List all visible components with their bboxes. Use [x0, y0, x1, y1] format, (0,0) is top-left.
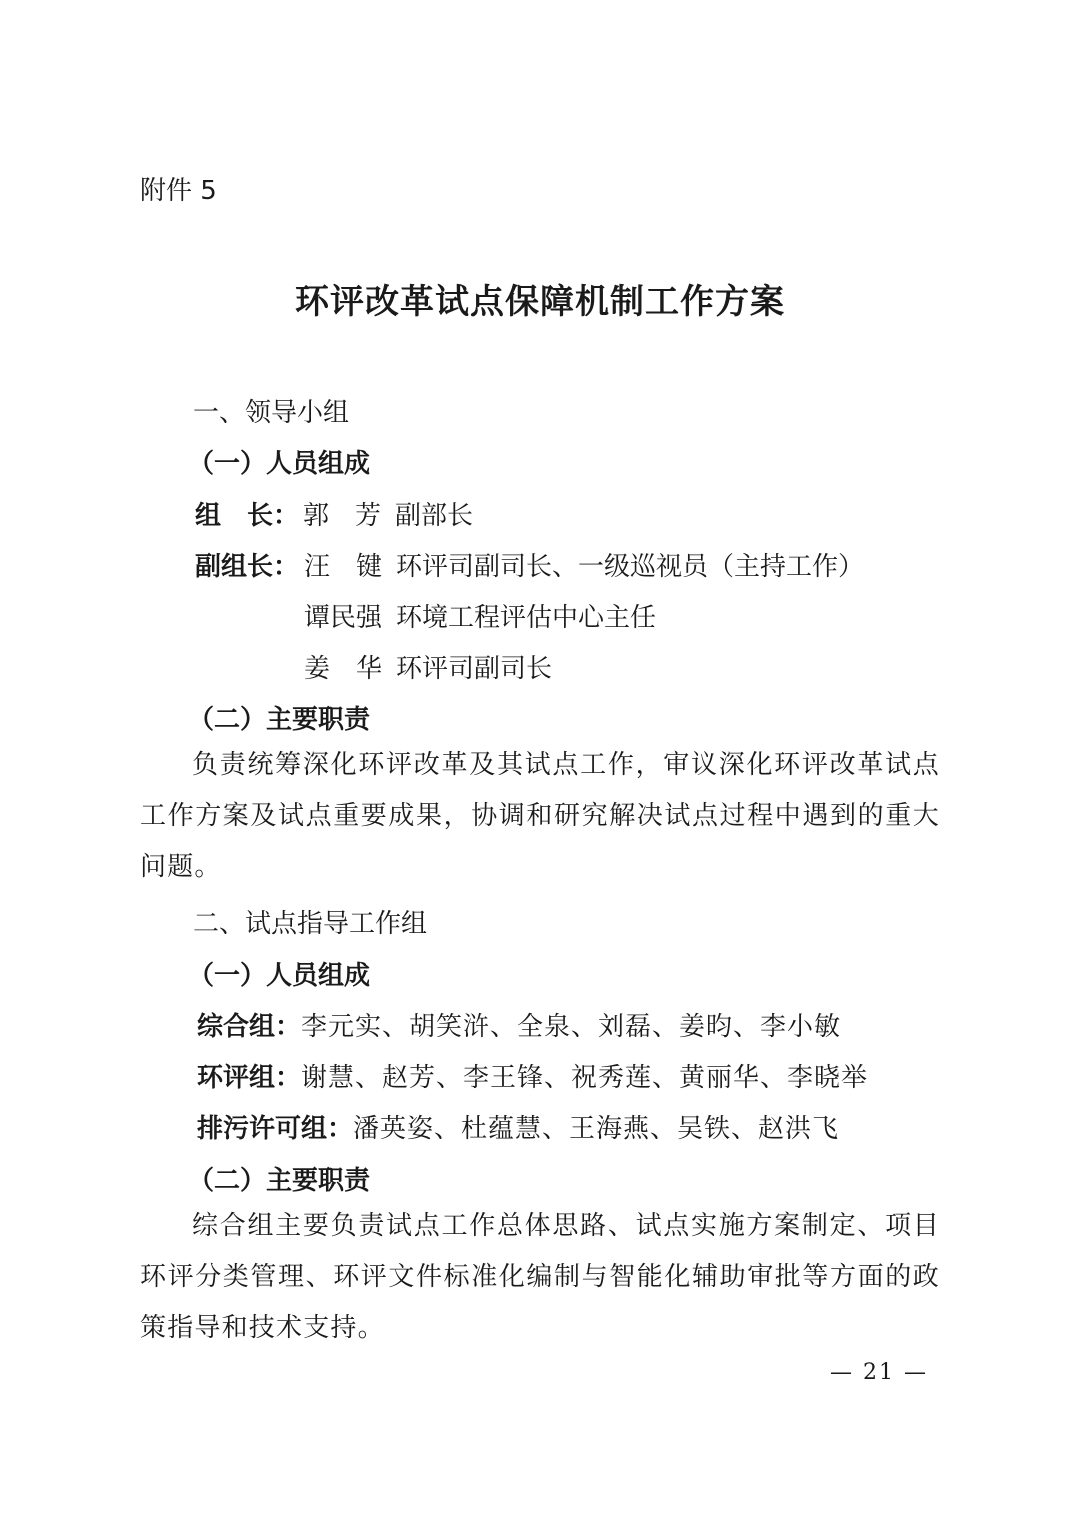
- section-heading-leadership: 一、领导小组: [193, 398, 350, 428]
- duty-paragraph: 综合组主要负责试点工作总体思路、试点实施方案制定、项目环评分类管理、环评文件标准化编制与智能化辅助审批等方面的政策指导和技术支持。: [140, 1211, 940, 1343]
- deputy-name: 姜 华: [304, 654, 383, 684]
- subheading-members: （一）人员组成: [188, 961, 371, 991]
- deputy-name: 汪 键: [304, 552, 383, 582]
- deputy-role: 环境工程评估中心主任: [396, 603, 657, 633]
- subheading-members: （一）人员组成: [188, 449, 371, 479]
- leader-role: 副部长: [395, 501, 474, 531]
- page-number: — 21 —: [830, 1360, 928, 1385]
- group-row: [197, 1057, 868, 1094]
- group-members: 李元实、胡笑浒、全泉、刘磊、姜昀、李小敏: [301, 1012, 842, 1042]
- group-label: 排污许可组：: [197, 1114, 354, 1144]
- group-label: 环评组：: [197, 1063, 302, 1093]
- group-members: 谢慧、赵芳、李王锋、祝秀莲、黄丽华、李晓举: [301, 1063, 869, 1093]
- duty-paragraph: 负责统筹深化环评改革及其试点工作，审议深化环评改革试点工作方案及试点重要成果，协调和研究解决试点过程中遇到的重大问题。: [140, 750, 940, 882]
- deputy-row: [304, 546, 864, 583]
- subheading-duties: （二）主要职责: [188, 1166, 371, 1196]
- deputy-row: [304, 648, 552, 685]
- deputy-role: 环评司副司长、一级巡视员（主持工作）: [396, 552, 865, 582]
- section-heading-guidance-group: 二、试点指导工作组: [193, 909, 428, 939]
- leader-name: 郭 芳: [303, 501, 382, 531]
- group-row: [197, 1108, 839, 1145]
- subheading-duties: （二）主要职责: [188, 705, 371, 735]
- leader-row: [195, 495, 473, 532]
- deputy-row: [304, 597, 656, 634]
- group-label: 综合组：: [197, 1012, 302, 1042]
- group-members: 潘英姿、杜蕴慧、王海燕、吴铁、赵洪飞: [353, 1114, 840, 1144]
- group-row: [197, 1006, 841, 1043]
- deputy-role: 环评司副司长: [396, 654, 553, 684]
- deputy-name: 谭民强: [304, 603, 383, 633]
- attachment-label: 附件 5: [140, 176, 217, 206]
- leader-label: 组 长：: [195, 501, 300, 531]
- document-title: 环评改革试点保障机制工作方案: [295, 282, 785, 322]
- deputy-label: 副组长：: [195, 552, 300, 582]
